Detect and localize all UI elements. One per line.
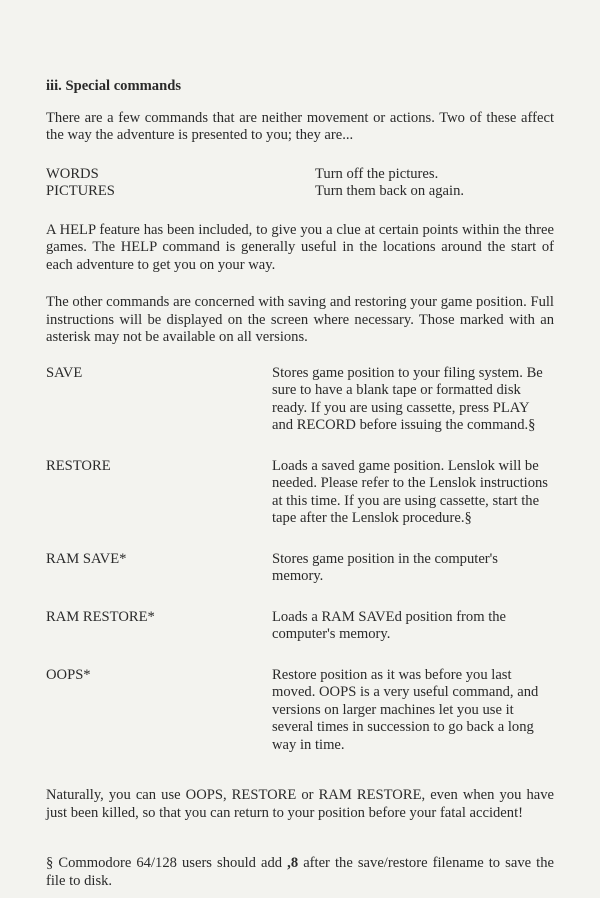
command-description: Stores game position in the computer's memory. xyxy=(272,550,498,584)
oops-command-row xyxy=(46,667,554,755)
manual-page xyxy=(46,78,554,890)
restore-command-row xyxy=(46,458,554,528)
command-description: Turn them back on again. xyxy=(315,183,465,199)
save-restore-paragraph: The other commands are concerned with saving and restoring your game position. Full instructions will be displayed on the screen where necessary. Those marked with an asterisk may not be available on all versions. xyxy=(46,294,554,345)
footnote-text: after the save/restore filename to save the file to disk. xyxy=(46,855,554,889)
display-command-row xyxy=(46,166,554,184)
intro-paragraph: There are a few commands that are neither movement or actions. Two of these affect the way the adventure is presented to you; they are... xyxy=(46,109,554,143)
command-name: RESTORE xyxy=(46,457,111,474)
display-commands-list xyxy=(46,166,554,201)
ram-save-command-row xyxy=(46,551,554,586)
display-command-row xyxy=(46,183,554,201)
footnote-text: § Commodore 64/128 users should add xyxy=(46,855,288,871)
save-command-row xyxy=(46,365,554,435)
command-description: Restore position as it was before you last moved. OOPS is a very useful command, and versions on larger machines let you use it several times in succession to go back a long way in time. xyxy=(272,666,539,753)
command-description: Loads a saved game position. Lenslok will be needed. Please refer to the Lenslok instructions at this time. If you are using cassette, start the tape after the Lenslok procedure.§ xyxy=(272,457,548,526)
command-description: Loads a RAM SAVEd position from the computer's memory. xyxy=(272,608,507,642)
command-name: PICTURES xyxy=(46,183,115,199)
section-heading: iii. Special commands xyxy=(46,78,181,94)
naturally-paragraph: Naturally, you can use OOPS, RESTORE or RAM RESTORE, even when you have just been killed, so that you can return to your position before your fatal accident! xyxy=(46,787,554,821)
ram-restore-command-row xyxy=(46,609,554,644)
footnote-device-code: ,8 xyxy=(287,855,299,871)
footnote xyxy=(46,855,554,890)
save-commands-list xyxy=(46,365,554,755)
command-name: RAM RESTORE* xyxy=(46,608,155,625)
command-name: OOPS* xyxy=(46,666,91,683)
help-paragraph: A HELP feature has been included, to give you a clue at certain points within the three games. The HELP command is generally useful in the locations around the start of each adventure to get you on your way. xyxy=(46,221,554,273)
command-name: RAM SAVE* xyxy=(46,550,127,567)
command-name: SAVE xyxy=(46,364,83,381)
command-description: Stores game position to your filing system. Be sure to have a blank tape or formatted disk ready. If you are using cassette, press PLAY and RECORD before issuing the command.§ xyxy=(272,364,543,433)
command-description: Turn off the pictures. xyxy=(315,165,439,182)
command-name: WORDS xyxy=(46,165,99,182)
